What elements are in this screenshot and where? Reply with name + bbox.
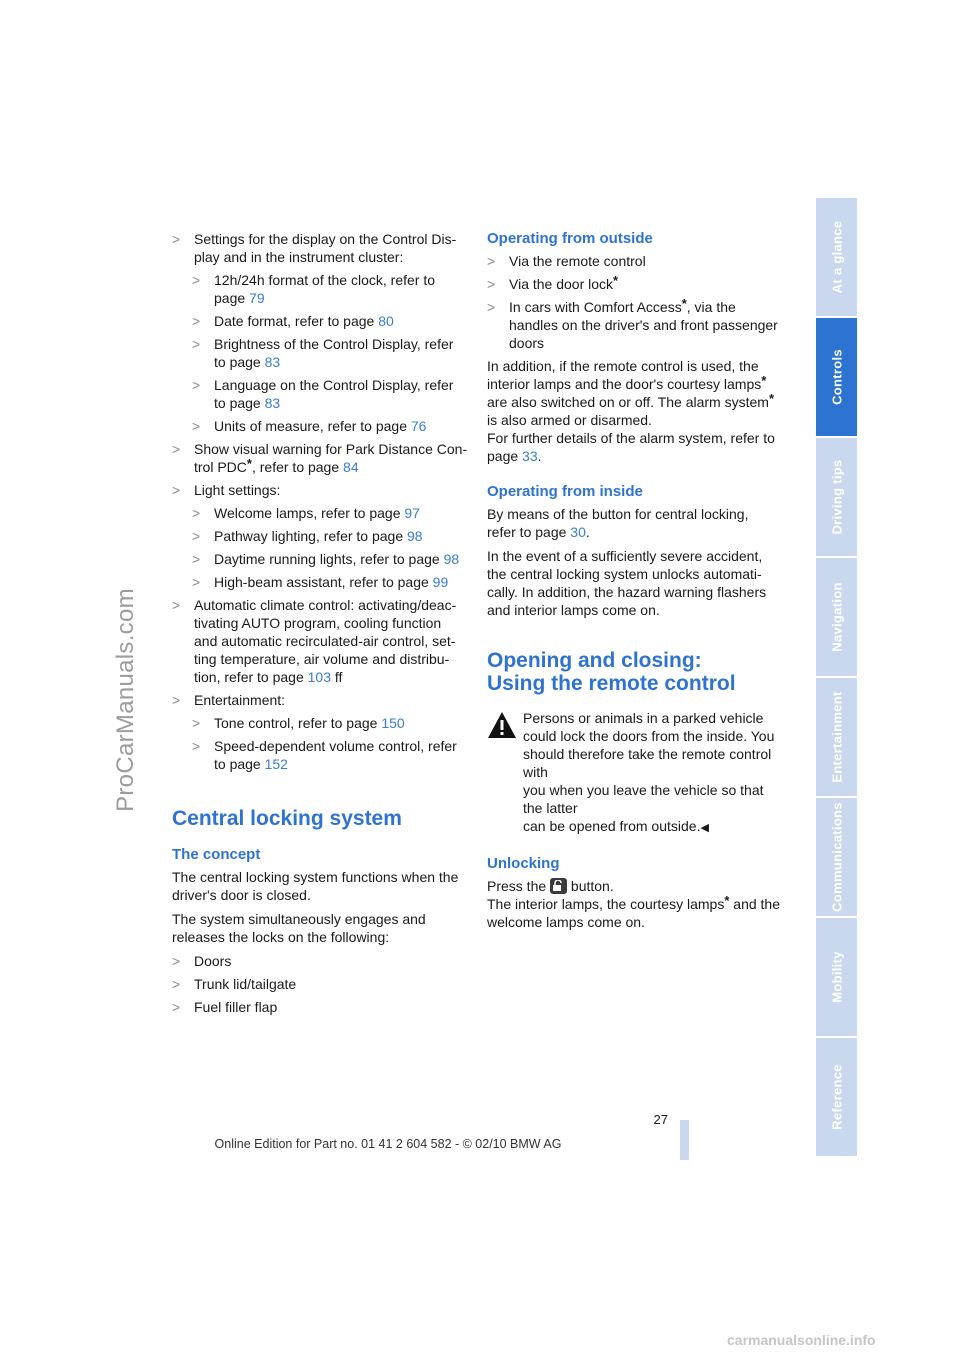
tab-label: Entertainment (829, 691, 844, 783)
list-item (172, 691, 468, 709)
page-link[interactable]: 80 (378, 313, 394, 329)
tab-label: At a glance (829, 220, 844, 294)
option-star: * (613, 273, 619, 288)
item-text: Light settings: (194, 482, 281, 498)
display-settings-text: Settings for the display on the Control Dis- play and in the instrument cluster: (194, 231, 457, 265)
option-star: * (761, 373, 767, 388)
text: are also switched on or off. The alarm system (487, 394, 769, 410)
item-text: Show visual warning for Park Distance Con- trol PDC (194, 441, 468, 475)
page-link[interactable]: 152 (264, 756, 288, 772)
page-link[interactable]: 30 (570, 524, 586, 540)
warning-note (487, 709, 783, 837)
list-item (172, 975, 468, 993)
page-link[interactable]: 103 (307, 669, 331, 685)
footer-edition (0, 1137, 960, 1151)
item-text: Welcome lamps, refer to page (214, 505, 405, 521)
page-number: 27 (653, 1112, 668, 1127)
item-text: Brightness of the Control Display, refer to page (214, 336, 454, 370)
item-text: Entertainment: (194, 692, 286, 708)
bullet-marker: > (192, 551, 201, 567)
central-locking-heading: Central locking system (172, 807, 402, 830)
footer-text: Online Edition for Part no. 01 41 2 604 582 - © 02/10 BMW AG (214, 1137, 562, 1151)
bullet-marker: > (487, 276, 496, 292)
item-text: , refer to page (251, 459, 344, 475)
tab-label: Controls (829, 349, 844, 405)
tab-navigation[interactable] (816, 558, 857, 676)
bullet-marker: > (172, 976, 181, 992)
item-text: Via the remote control (509, 253, 646, 269)
list-item (192, 417, 468, 435)
unlocking-heading: Unlocking (487, 855, 560, 872)
list-item (192, 271, 468, 307)
unlock-key-icon (550, 878, 567, 894)
bullet-marker: > (192, 738, 201, 754)
item-text: Trunk lid/tailgate (194, 976, 297, 992)
unlock-instruction (487, 877, 783, 895)
page-link[interactable]: 99 (432, 574, 449, 590)
bullet-marker: > (487, 299, 496, 315)
option-star: * (246, 456, 252, 471)
tab-label: Navigation (829, 582, 844, 652)
concept-paragraph: The system simultaneously engages and releases the locks on the following: (172, 911, 426, 945)
list-item (192, 527, 468, 545)
list-item (172, 481, 468, 499)
left-column (172, 230, 468, 1021)
outside-heading: Operating from outside (487, 230, 653, 247)
tab-entertainment[interactable] (816, 678, 857, 796)
tab-label: Reference (829, 1064, 844, 1130)
list-item (487, 252, 783, 270)
bullet-marker: > (192, 505, 201, 521)
item-text: Pathway lighting, refer to page (214, 528, 408, 544)
text: In addition, if the remote control is used, the interior lamps and the door's courtesy lamps (487, 358, 762, 392)
bullet-marker: > (192, 377, 201, 393)
list-item (172, 596, 468, 686)
page-link[interactable]: 79 (249, 290, 265, 306)
chapter-tabs (816, 198, 857, 1160)
page-link[interactable]: 97 (404, 505, 420, 521)
concept-heading: The concept (172, 846, 261, 863)
list-item (192, 573, 468, 591)
inside-paragraph (487, 505, 783, 541)
bullet-marker: > (172, 692, 181, 708)
list-item (172, 998, 468, 1016)
item-text: Units of measure, refer to page (214, 418, 411, 434)
page-link[interactable]: 84 (343, 459, 359, 475)
opening-closing-heading: Opening and closing: Using the remote control (487, 649, 736, 695)
tab-at-a-glance[interactable] (816, 198, 857, 316)
bullet-marker: > (192, 336, 201, 352)
item-text: Language on the Control Display, refer to page (214, 377, 454, 411)
bullet-marker: > (172, 953, 181, 969)
outside-paragraph (487, 357, 783, 465)
item-text: Automatic climate control: activating/deac- tivating AUTO program, cooling function and automatic recirculated-air control, set- ting temperature, air volume and distribu- tion, refer to page (194, 597, 457, 685)
warning-text: Persons or animals in a parked vehicle could lock the doors from the inside. You should therefore take the remote control with you when you leave the vehicle so that the latter can be opened from outside. (523, 710, 775, 834)
list-item (192, 312, 468, 330)
bullet-marker: > (172, 231, 181, 247)
item-text: Via the door lock (509, 276, 614, 292)
bullet-marker: > (487, 253, 496, 269)
bullet-marker: > (172, 597, 181, 613)
bullet-marker: > (172, 482, 181, 498)
option-star: * (681, 296, 687, 311)
page-link[interactable]: 76 (410, 418, 427, 434)
list-item (192, 504, 468, 522)
tab-label: Driving tips (829, 459, 844, 535)
item-text: In cars with Comfort Access (509, 299, 682, 315)
tab-label: Communications (829, 802, 844, 912)
bullet-marker: > (192, 313, 201, 329)
item-text: 12h/24h format of the clock, refer to page (214, 272, 436, 306)
item-text: High-beam assistant, refer to page (214, 574, 433, 590)
tab-communications[interactable] (816, 798, 857, 916)
list-item (172, 440, 468, 476)
bottom-watermark: carmanualsonline.info (727, 1332, 876, 1348)
bullet-marker: > (192, 715, 201, 731)
inside-paragraph: In the event of a sufficiently severe accident, the central locking system unlocks automati- cally. In addition, the hazard warning flashers and interior lamps come on. (487, 548, 767, 618)
page-link[interactable]: 98 (407, 528, 423, 544)
tab-driving-tips[interactable] (816, 438, 857, 556)
bullet-marker: > (192, 272, 201, 288)
item-text: ff (331, 669, 343, 685)
bullet-marker: > (192, 574, 201, 590)
option-star: * (724, 893, 730, 908)
procarmanuals-watermark: ProCarManuals.com (112, 588, 139, 812)
right-column (487, 230, 783, 936)
item-text: Speed-dependent volume control, refer to page (214, 738, 457, 772)
item-text: , via the handles on the driver's and front passenger doors (509, 299, 778, 351)
unlock-paragraph (487, 895, 783, 931)
text: . (537, 448, 542, 464)
bullet-marker: > (172, 999, 181, 1015)
list-item (192, 550, 468, 568)
text: Press the (487, 878, 551, 894)
text: is also armed or disarmed. For further details of the alarm system, refer to page (487, 412, 775, 464)
list-item (172, 230, 468, 266)
tab-mobility[interactable] (816, 918, 857, 1036)
tab-label: Mobility (829, 951, 844, 1003)
bullet-marker: > (172, 441, 181, 457)
concept-paragraph: The central locking system functions when the driver's door is closed. (172, 869, 459, 903)
text: . (585, 524, 590, 540)
text: The interior lamps, the courtesy lamps (487, 896, 725, 912)
list-item (487, 298, 783, 352)
item-text: Tone control, refer to page (214, 715, 382, 731)
bullet-marker: > (192, 528, 201, 544)
warning-triangle-icon (487, 711, 517, 739)
list-item (192, 335, 468, 371)
list-item (487, 275, 783, 293)
page-link[interactable]: 150 (381, 715, 405, 731)
text: By means of the button for central locking, refer to page (487, 506, 749, 540)
end-marker-icon: ◀ (700, 822, 709, 834)
list-item (192, 376, 468, 412)
item-text: Fuel filler flap (194, 999, 278, 1015)
item-text: Daytime running lights, refer to page (214, 551, 444, 567)
bullet-marker: > (192, 418, 201, 434)
tab-controls[interactable] (816, 318, 857, 436)
item-text: Doors (194, 953, 232, 969)
list-item (192, 737, 468, 773)
page-link[interactable]: 83 (264, 395, 281, 411)
option-star: * (768, 391, 775, 406)
page-link[interactable]: 83 (264, 354, 281, 370)
text: button. (567, 878, 614, 894)
page-link[interactable]: 33 (522, 448, 538, 464)
list-item (192, 714, 468, 732)
text: and the welcome lamps come on. (487, 896, 780, 930)
list-item (172, 952, 468, 970)
item-text: Date format, refer to page (214, 313, 379, 329)
inside-heading: Operating from inside (487, 483, 643, 500)
page-link[interactable]: 98 (443, 551, 460, 567)
